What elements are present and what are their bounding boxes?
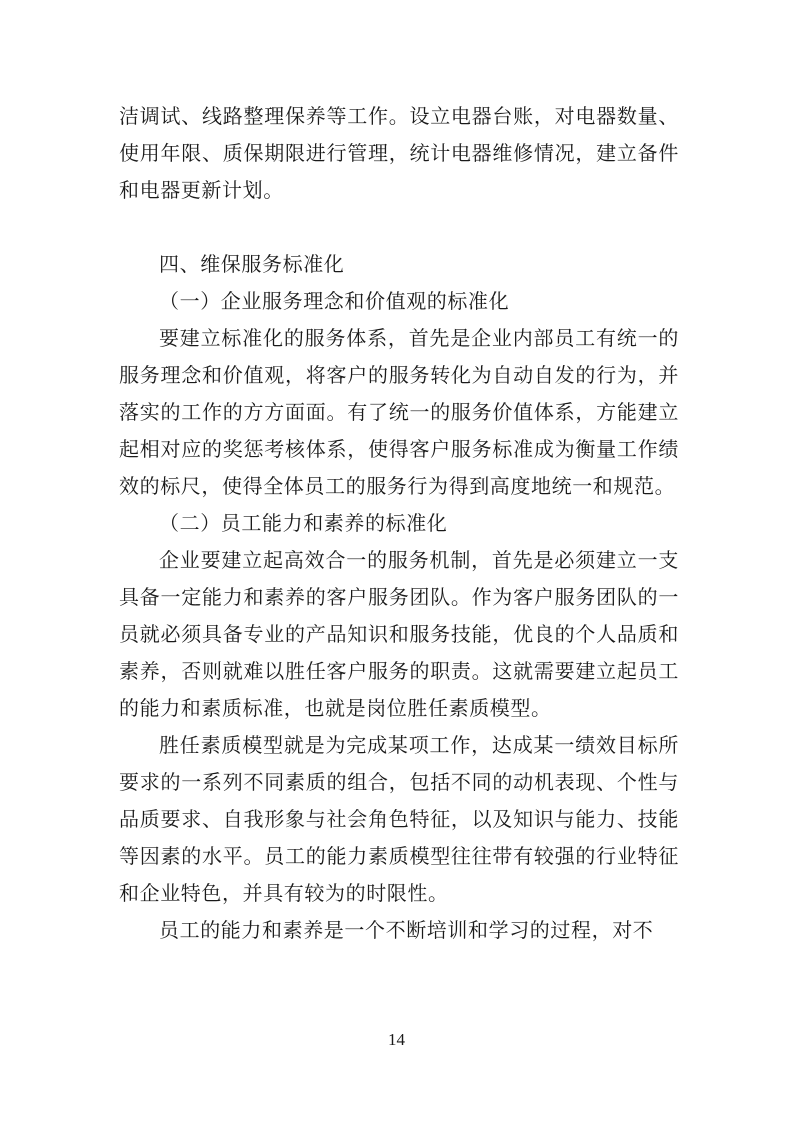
paragraph-competency-model: 胜任素质模型就是为完成某项工作，达成某一绩效目标所要求的一系列不同素质的组合，包括不同的动机表现、个性与品质要求、自我形象与社会角色特征，以及知识与能力、技能等因素的水平。员工的能力素质模型往往带有较强的行业特征和企业特色，并具有较为的时限性。 [119,733,679,905]
section-heading: 四、维保服务标准化 [159,252,345,276]
document-body [119,98,679,949]
paragraph-service-team: 企业要建立起高效合一的服务机制，首先是必须建立一支具备一定能力和素养的客户服务团队。作为客户服务团队的一员就必须具备专业的产品知识和服务技能，优良的个人品质和素养，否则就难以胜任客户服务的职责。这就需要建立起员工的能力和素质标准，也就是岗位胜任素质模型。 [119,548,679,720]
paragraph-training: 员工的能力和素养是一个不断培训和学习的过程，对不 [159,918,654,942]
page-number: 14 [388,1030,405,1049]
subsection-heading-1: （一）企业服务理念和价值观的标准化 [159,289,510,313]
paragraph-continuation: 洁调试、线路整理保养等工作。设立电器台账，对电器数量、使用年限、质保期限进行管理，统计电器维修情况，建立备件和电器更新计划。 [119,104,679,202]
paragraph-service-values: 要建立标准化的服务体系，首先是企业内部员工有统一的服务理念和价值观，将客户的服务转化为自动自发的行为，并落实的工作的方方面面。有了统一的服务价值体系，方能建立起相对应的奖惩考核体系，使得客户服务标准成为衡量工作绩效的标尺，使得全体员工的服务行为得到高度地统一和规范。 [119,326,679,498]
paragraph-spacer [119,209,679,246]
subsection-heading-2: （二）员工能力和素养的标准化 [159,511,448,535]
